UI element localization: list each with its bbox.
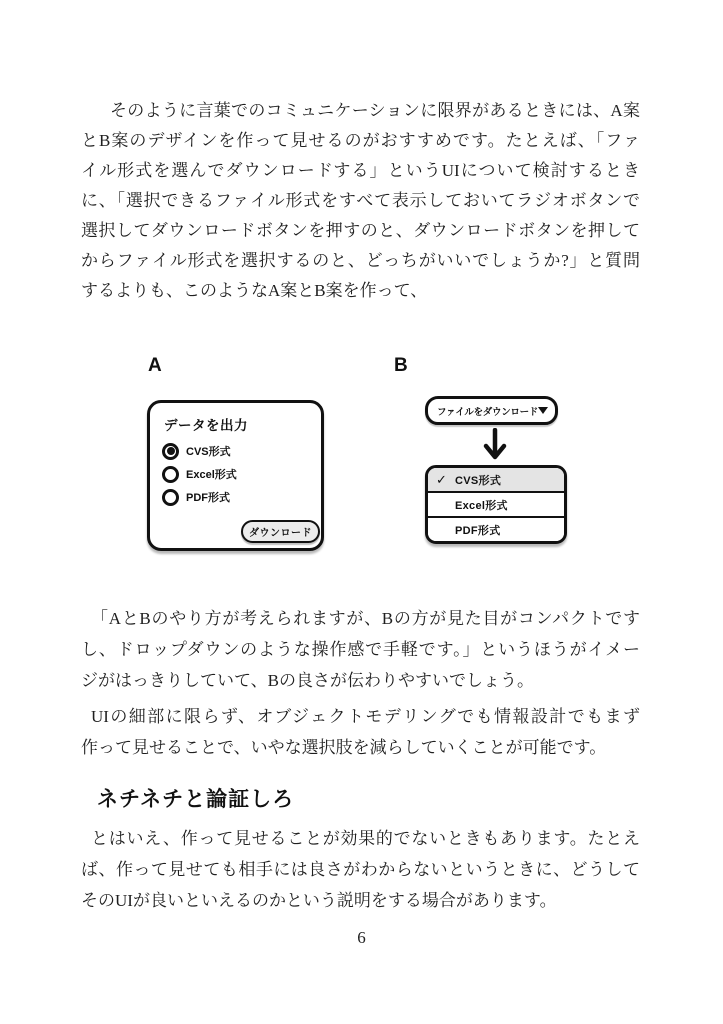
menu-item-excel bbox=[428, 493, 564, 518]
text-line: するよりも、このようなA案とB案を作って、 bbox=[81, 281, 428, 300]
radio-option-cvs bbox=[162, 442, 231, 460]
figure-label-b: B bbox=[394, 355, 408, 376]
radio-selected-icon bbox=[162, 443, 179, 460]
radio-option-label: PDF形式 bbox=[186, 492, 230, 504]
dialog-title: データを出力 bbox=[164, 418, 248, 433]
mock-dropdown-menu bbox=[425, 465, 567, 544]
text-line: そのように言葉でのコミュニケーションに限界があるときには、A案 bbox=[110, 101, 640, 120]
radio-unselected-icon bbox=[162, 466, 179, 483]
menu-item-label: Excel形式 bbox=[455, 499, 508, 512]
text-line: に、「選択できるファイル形式をすべて表示しておいてラジオボタンで bbox=[81, 191, 640, 210]
dropdown-button-label: ファイルをダウンロード bbox=[437, 406, 539, 418]
radio-option-excel bbox=[162, 465, 237, 483]
text-line: 選択してダウンロードボタンを押すのと、ダウンロードボタンを押して bbox=[81, 221, 640, 240]
text-line: UIの細部に限らず、オブジェクトモデリングでも情報設計でもまず bbox=[91, 707, 640, 726]
text-line: ば、作って見せても相手には良さがわからないというときに、どうして bbox=[81, 860, 640, 879]
text-line: とはいえ、作って見せることが効果的でないときもあります。たとえ bbox=[91, 829, 640, 848]
text-line: そのUIが良いといえるのかという説明をする場合があります。 bbox=[81, 891, 557, 910]
paragraph-4 bbox=[81, 823, 640, 916]
text-line: イル形式を選んでダウンロードする」というUIについて検討するとき bbox=[81, 161, 640, 180]
radio-option-label: Excel形式 bbox=[186, 469, 237, 481]
text-line: とB案のデザインを作って見せるのがおすすめです。たとえば、「ファ bbox=[81, 131, 640, 150]
paragraph-2 bbox=[81, 603, 640, 696]
radio-option-label: CVS形式 bbox=[186, 446, 231, 458]
mock-dropdown-button bbox=[425, 396, 558, 425]
menu-item-pdf bbox=[428, 518, 564, 541]
radio-unselected-icon bbox=[162, 489, 179, 506]
menu-item-cvs bbox=[428, 468, 564, 493]
paragraph-3 bbox=[81, 701, 640, 763]
check-icon: ✓ bbox=[436, 471, 447, 487]
paragraph-1 bbox=[81, 96, 640, 306]
figure-label-a: A bbox=[148, 355, 162, 376]
text-line: 「AとBのやり方が考えられますが、Bの方が見た目がコンパクトです bbox=[91, 609, 640, 628]
menu-item-label: CVS形式 bbox=[455, 474, 502, 487]
radio-option-pdf bbox=[162, 488, 230, 506]
text-line: し、ドロップダウンのような操作感で手軽です。」というほうがイメー bbox=[81, 640, 640, 659]
section-heading: ネチネチと論証しろ bbox=[97, 788, 295, 811]
text-line: 作って見せることで、いやな選択肢を減らしていくことが可能です。 bbox=[81, 738, 607, 757]
page-number: 6 bbox=[357, 928, 366, 947]
text-line: からファイル形式を選択するのと、どっちがいいでしょうか?」と質問 bbox=[81, 251, 640, 270]
download-button: ダウンロード bbox=[241, 520, 320, 543]
menu-item-label: PDF形式 bbox=[455, 524, 501, 537]
caret-down-icon bbox=[538, 407, 548, 414]
down-arrow-icon bbox=[482, 428, 508, 462]
mock-export-dialog bbox=[147, 400, 324, 551]
text-line: ジがはっきりしていて、Bの良さが伝わりやすいでしょう。 bbox=[81, 671, 534, 690]
